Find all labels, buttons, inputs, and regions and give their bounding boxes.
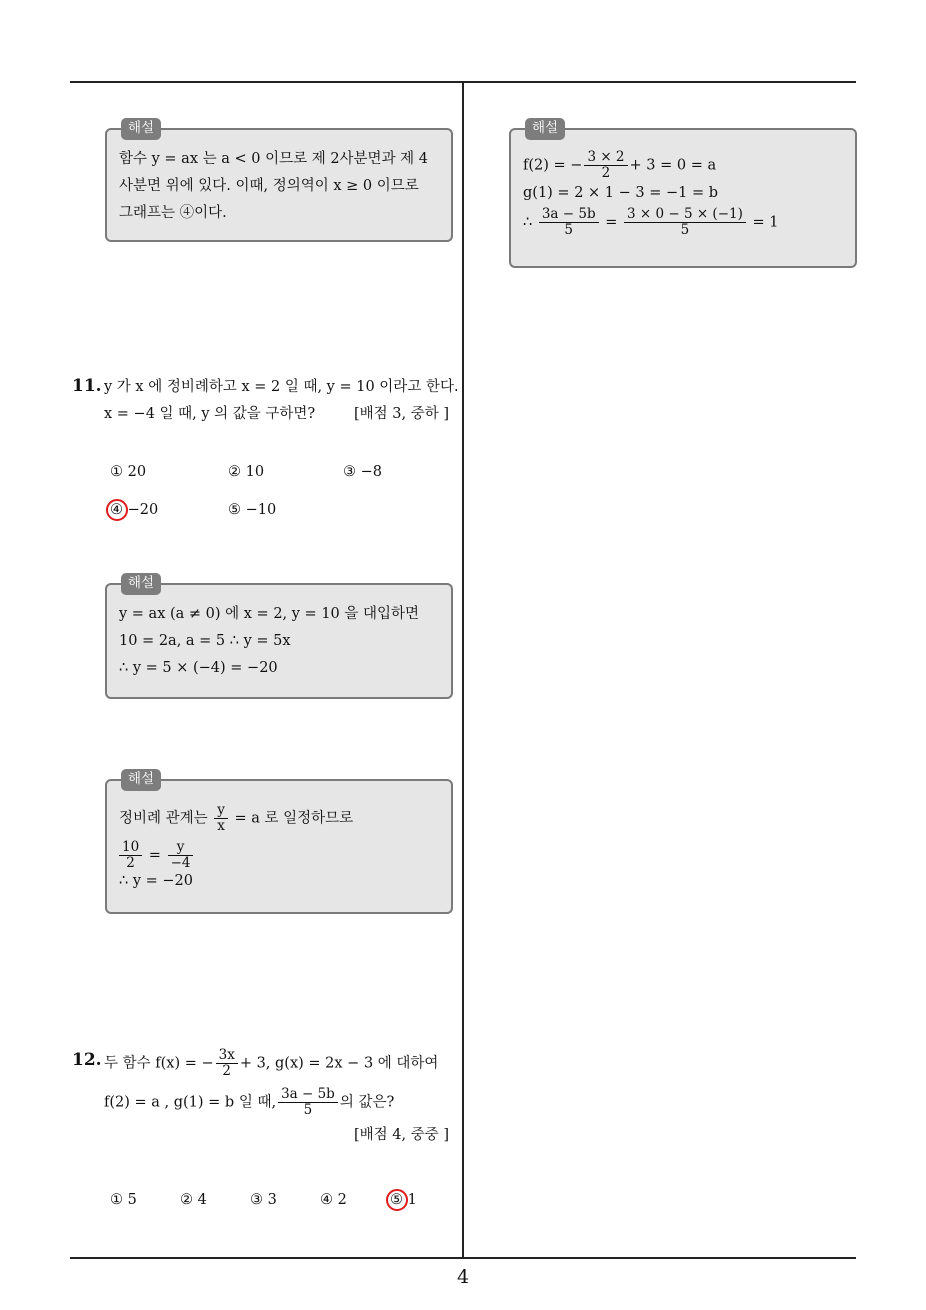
fraction-numeric-over-5: $\frac{3 \times 0 - 5 \times (-1)}{5}$: [624, 207, 746, 238]
question-11-text: [104, 374, 459, 428]
question-11-number: 11.: [72, 376, 102, 396]
column-divider: [462, 81, 464, 1259]
question-12-score: [배점 4, 중중 ]: [353, 1127, 449, 1143]
choice-5[interactable]: ⑤ 1: [390, 1192, 417, 1208]
question-12-line-1: 두 함수 f(x) = − $\frac{3x}{2}$ + 3, g(x) = 2x − 3 에 대하여: [104, 1047, 439, 1079]
fraction-3a-5b-over-5: $\frac{3a - 5b}{5}$: [278, 1087, 338, 1118]
question-12-line-2: f(2) = a , g(1) = b 일 때, $\frac{3a - 5b}{5}$ 의 값은?: [104, 1086, 395, 1118]
solution-line: 정비례 관계는 $\frac{y}{x}$ = a 로 일정하므로: [119, 802, 354, 834]
solution-line: $\frac{10}{2}$ = $\frac{y}{-4}$: [119, 840, 439, 871]
solution-line: 그래프는 ④이다.: [119, 205, 227, 221]
question-12-number: 12.: [72, 1050, 102, 1070]
solution-box-1: [105, 120, 453, 242]
bottom-rule: [70, 1257, 856, 1259]
fraction-10-over-2: $\frac{10}{2}$: [119, 840, 142, 871]
fraction-3x2-over-2: $\frac{3 \times 2}{2}$: [584, 150, 627, 181]
solution-tag: 해설: [121, 769, 161, 791]
answer-circle-mark: [106, 499, 128, 521]
fraction-y-over-minus4: $\frac{y}{-4}$: [168, 840, 194, 871]
solution-line: 함수 y = ax 는 a < 0 이므로 제 2사분면과 제 4: [119, 151, 429, 167]
solution-tag: 해설: [121, 573, 161, 595]
solution-line: y = ax (a ≠ 0) 에 x = 2, y = 10 을 대입하면: [119, 606, 420, 622]
solution-line: ∴ y = −20: [119, 873, 193, 889]
question-12-text: [104, 1048, 459, 1146]
page-number: 4: [456, 1266, 470, 1288]
fraction-3a-5b-over-5: $\frac{3a - 5b}{5}$: [539, 207, 599, 238]
choice-2[interactable]: ② 4: [180, 1192, 207, 1208]
solution-line: 10 = 2a, a = 5 ∴ y = 5x: [119, 633, 291, 649]
choice-1[interactable]: ① 5: [110, 1192, 137, 1208]
choice-4[interactable]: ④ 2: [320, 1192, 347, 1208]
choice-2[interactable]: ② 10: [228, 464, 265, 480]
solution-tag: 해설: [525, 118, 565, 140]
fraction-y-over-x: $\frac{y}{x}$: [214, 803, 228, 834]
solution-line: g(1) = 2 × 1 − 3 = −1 = b: [523, 185, 718, 201]
fraction-3x-over-2: $\frac{3x}{2}$: [216, 1048, 238, 1079]
solution-line: f(2) = − $\frac{3 \times 2}{2}$ + 3 = 0 = a: [523, 149, 717, 181]
question-11-score: [배점 3, 중하 ]: [353, 406, 449, 422]
choice-4[interactable]: ④ −20: [110, 502, 159, 518]
question-11-line-1: y 가 x 에 정비례하고 x = 2 일 때, y = 10 이라고 한다.: [104, 379, 459, 395]
choice-5[interactable]: ⑤ −10: [228, 502, 277, 518]
solution-line: ∴ $\frac{3a - 5b}{5}$ = $\frac{3 \times 0 - 5 \times (-1)}{5}$ = 1: [523, 206, 779, 238]
choice-3[interactable]: ③ 3: [250, 1192, 277, 1208]
solution-tag: 해설: [121, 118, 161, 140]
solution-box-4: [509, 120, 857, 268]
solution-box-2: [105, 575, 453, 699]
answer-circle-mark: [386, 1189, 408, 1211]
solution-box-3: [105, 771, 453, 914]
solution-line: 사분면 위에 있다. 이때, 정의역이 x ≥ 0 이므로: [119, 178, 419, 194]
question-11-line-2: x = −4 일 때, y 의 값을 구하면?: [104, 406, 316, 422]
choice-3[interactable]: ③ −8: [343, 464, 382, 480]
choice-1[interactable]: ① 20: [110, 464, 147, 480]
solution-line: ∴ y = 5 × (−4) = −20: [119, 660, 278, 676]
